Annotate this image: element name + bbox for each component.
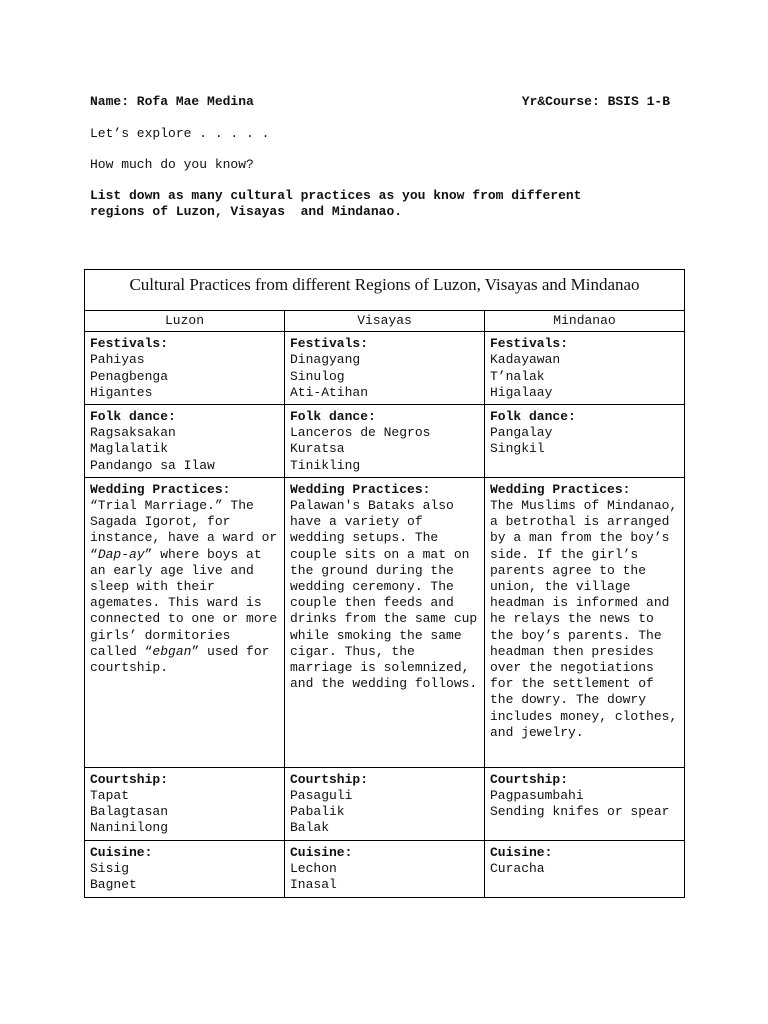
folk-dance-visayas	[285, 405, 485, 478]
list-item: Ragsaksakan	[90, 425, 176, 441]
courtship-mindanao	[485, 767, 685, 840]
list-item: Pangalay	[490, 425, 553, 441]
folk-dance-row	[85, 405, 685, 478]
folk-dance-luzon	[85, 405, 285, 478]
student-name: Name: Rofa Mae Medina	[90, 94, 254, 109]
list-item: Lanceros de Negros	[290, 425, 431, 441]
category-label: Folk dance:	[290, 409, 376, 425]
instruction-text	[90, 188, 690, 220]
category-label: Festivals:	[90, 336, 169, 352]
student-header	[90, 94, 670, 110]
festivals-mindanao	[485, 332, 685, 405]
category-label: Festivals:	[290, 336, 369, 352]
category-label: Cuisine:	[90, 844, 153, 860]
category-label: Cuisine:	[490, 844, 553, 860]
category-label: Wedding Practices:	[490, 481, 631, 497]
wedding-practices-row	[85, 477, 685, 767]
wedding-luzon	[85, 477, 285, 767]
list-item: Pabalik	[290, 804, 345, 820]
explore-prompt: Let’s explore . . . . .	[90, 126, 270, 141]
ebgan-term: ebgan	[152, 643, 192, 659]
list-item: Bagnet	[90, 877, 137, 893]
table-title: Cultural Practices from different Regions of Luzon, Visayas and Mindanao	[85, 270, 685, 311]
list-item: Dinagyang	[290, 352, 361, 368]
cuisine-mindanao	[485, 840, 685, 897]
column-header-visayas: Visayas	[285, 311, 485, 332]
list-item: Maglalatik	[90, 441, 169, 457]
list-item: Sinulog	[290, 368, 345, 384]
list-item: Ati-Atihan	[290, 384, 369, 400]
category-label: Courtship:	[290, 771, 369, 787]
list-item: Higantes	[90, 384, 153, 400]
year-course: Yr&Course: BSIS 1-B	[521, 94, 670, 109]
wedding-mindanao	[485, 477, 685, 767]
list-item: Inasal	[290, 877, 337, 893]
category-label: Courtship:	[90, 771, 169, 787]
question-prompt: How much do you know?	[90, 157, 254, 172]
list-item: T’nalak	[490, 368, 545, 384]
wedding-mindanao-text: The Muslims of Mindanao, a betrothal is arranged by a man from the boy’s side. If the girl’s parents agree to the union, the village headman is informed and he relays the news to the boy’s parents. The headman then presides over the negotiations for the settlement of the dowry. The dowry includes money, clothes, and jewelry.	[490, 498, 678, 740]
column-header-mindanao: Mindanao	[485, 311, 685, 332]
list-item: Kuratsa	[290, 441, 345, 457]
courtship-luzon	[85, 767, 285, 840]
list-item: Pagpasumbahi	[490, 788, 584, 804]
wedding-visayas	[285, 477, 485, 767]
category-label: Folk dance:	[490, 409, 576, 425]
category-label: Festivals:	[490, 336, 569, 352]
folk-dance-mindanao	[485, 405, 685, 478]
instruction-line-1: List down as many cultural practices as you know from different	[90, 188, 582, 203]
category-label: Cuisine:	[290, 844, 353, 860]
festivals-luzon	[85, 332, 285, 405]
list-item: Singkil	[490, 441, 545, 457]
festivals-visayas	[285, 332, 485, 405]
cuisine-luzon	[85, 840, 285, 897]
list-item: Higalaay	[490, 384, 553, 400]
cuisine-row	[85, 840, 685, 897]
list-item: Curacha	[490, 860, 545, 876]
list-item: Sisig	[90, 860, 130, 876]
category-label: Wedding Practices:	[90, 481, 231, 497]
category-label: Folk dance:	[90, 409, 176, 425]
festivals-row	[85, 332, 685, 405]
category-label: Wedding Practices:	[290, 481, 431, 497]
instruction-line-2: regions of Luzon, Visayas and Mindanao.	[90, 204, 403, 219]
list-item: Lechon	[290, 860, 337, 876]
courtship-visayas	[285, 767, 485, 840]
wedding-luzon-text: “Trial Marriage.” The Sagada Igorot, for instance, have a ward or “Dap-ay” where boys at an early age live and sleep with their agemates. This ward is connected to one or more girls’ dormitories called “ebgan” used for courtship.	[90, 498, 278, 676]
wedding-visayas-text: Palawan's Bataks also have a variety of wedding setups. The couple sits on a mat on the ground during the wedding ceremony. The couple then feeds and drinks from the same cup while smoking the same cigar. Thus, the marriage is solemnized, and the wedding follows.	[290, 498, 478, 692]
list-item: Balak	[290, 820, 330, 836]
cultural-practices-table	[84, 269, 685, 898]
list-item: Tapat	[90, 788, 130, 804]
list-item: Pasaguli	[290, 788, 353, 804]
courtship-row	[85, 767, 685, 840]
list-item: Pahiyas	[90, 352, 145, 368]
list-item: Tinikling	[290, 457, 361, 473]
column-header-luzon: Luzon	[85, 311, 285, 332]
category-label: Courtship:	[490, 771, 569, 787]
list-item: Sending knifes or spear	[490, 804, 670, 820]
list-item: Kadayawan	[490, 352, 561, 368]
dap-ay-term: Dap-ay	[97, 546, 145, 562]
list-item: Naninilong	[90, 820, 169, 836]
cuisine-visayas	[285, 840, 485, 897]
list-item: Balagtasan	[90, 804, 169, 820]
list-item: Penagbenga	[90, 368, 169, 384]
list-item: Pandango sa Ilaw	[90, 457, 215, 473]
